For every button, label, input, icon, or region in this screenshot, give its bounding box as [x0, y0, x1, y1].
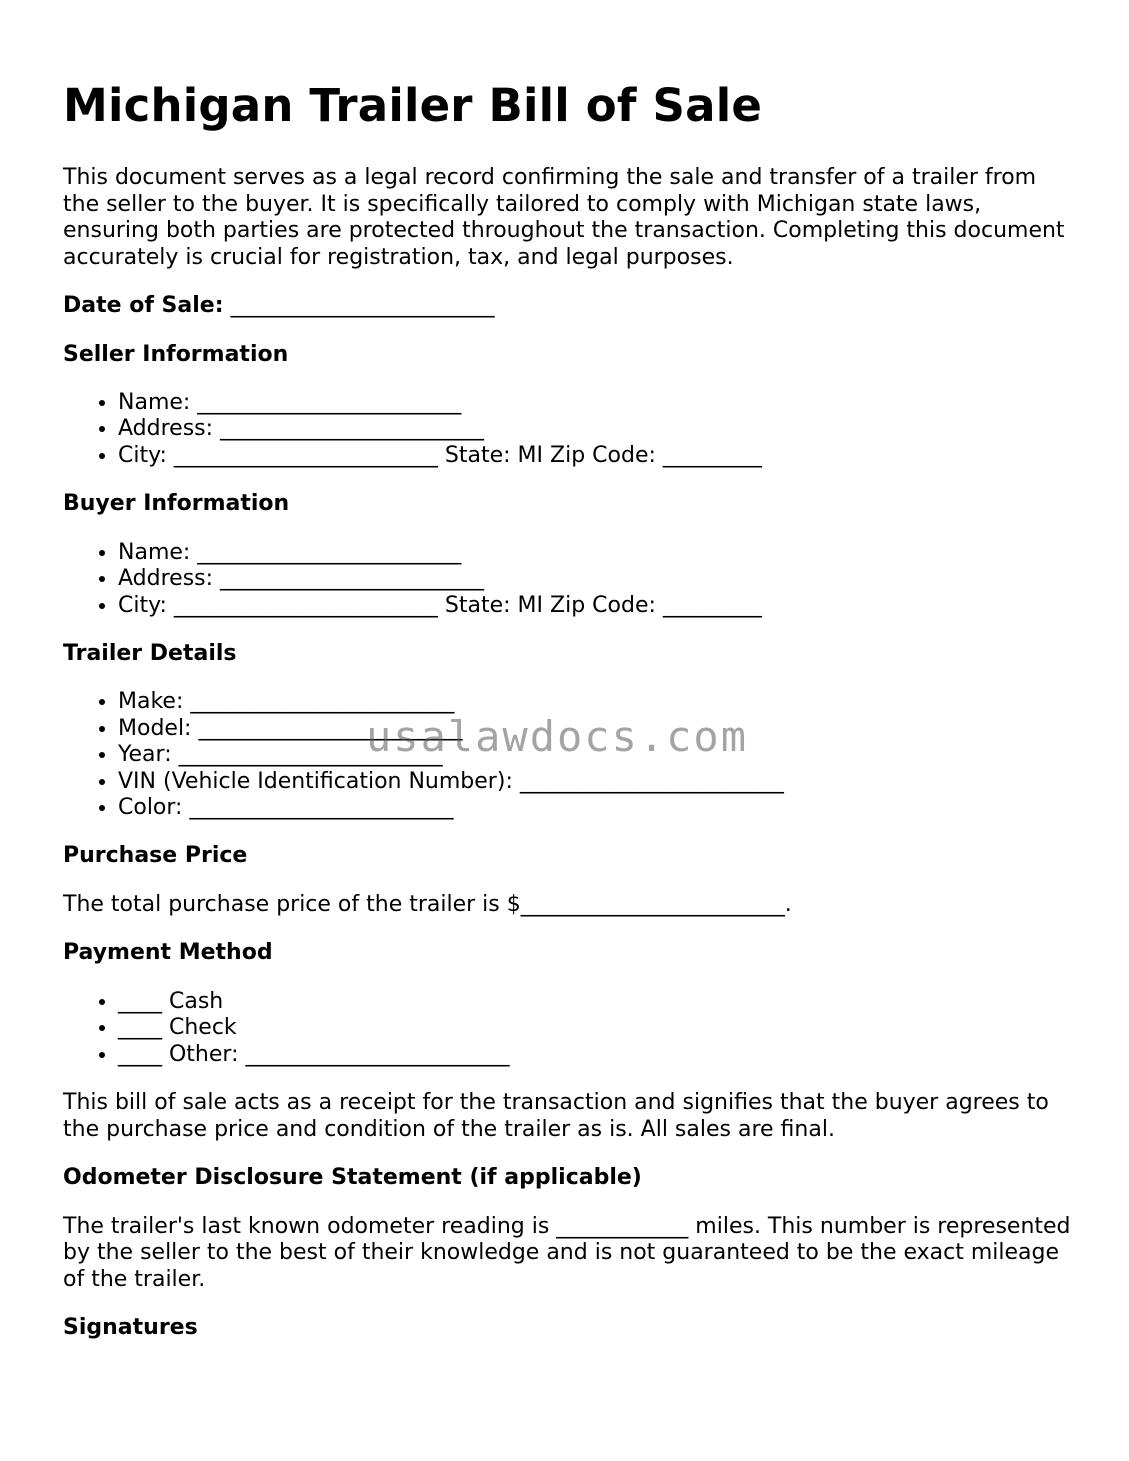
- signatures-heading: Signatures: [63, 1315, 198, 1341]
- trailer-model-field: • Model: ________________________: [118, 716, 1073, 742]
- trailer-heading: Trailer Details: [63, 640, 237, 666]
- buyer-list: [63, 540, 1073, 619]
- purchase-heading: Purchase Price: [63, 843, 248, 869]
- seller-address-field: • Address: ________________________: [118, 416, 1073, 442]
- intro-paragraph: This document serves as a legal record confirming the sale and transfer of a trailer from the seller to the buyer. It is specifically tailored to comply with Michigan state laws, ensuring both parties are protected throughout the transaction. Completing this document accurately is crucial for registration, tax, and legal purposes.: [63, 165, 1065, 270]
- document-title: Michigan Trailer Bill of Sale: [63, 79, 763, 132]
- seller-list: [63, 390, 1073, 469]
- buyer-city-field: • City: ________________________ State: MI Zip Code: _________: [118, 593, 1073, 619]
- trailer-list: [63, 689, 1073, 821]
- receipt-paragraph: This bill of sale acts as a receipt for the transaction and signifies that the buyer agrees to the purchase price and condition of the trailer as is. All sales are final.: [63, 1090, 1049, 1142]
- watermark: usalawdocs.com: [366, 712, 749, 761]
- trailer-color-field: • Color: ________________________: [118, 795, 1073, 821]
- buyer-address-field: • Address: ________________________: [118, 566, 1073, 592]
- date-of-sale-line: [63, 293, 1073, 320]
- payment-cash-option: • ____ Cash: [118, 989, 1073, 1015]
- trailer-year-field: • Year: ________________________: [118, 742, 1073, 768]
- purchase-price-text: The total purchase price of the trailer is $________________________.: [63, 891, 792, 917]
- seller-heading: Seller Information: [63, 341, 289, 367]
- odometer-paragraph: The trailer's last known odometer reading is ____________ miles. This number is represented by the seller to the best of their knowledge and is not guaranteed to be the exact mileage of the trailer.: [63, 1213, 1071, 1292]
- payment-heading: Payment Method: [63, 940, 273, 966]
- trailer-vin-field: • VIN (Vehicle Identification Number): ________________________: [118, 769, 1073, 795]
- payment-check-option: • ____ Check: [118, 1015, 1073, 1041]
- payment-other-option: • ____ Other: ________________________: [118, 1042, 1073, 1068]
- seller-city-field: • City: ________________________ State: MI Zip Code: _________: [118, 443, 1073, 469]
- payment-list: [63, 989, 1073, 1068]
- trailer-make-field: • Make: ________________________: [118, 689, 1073, 715]
- buyer-heading: Buyer Information: [63, 491, 290, 517]
- date-of-sale-blank: ________________________: [230, 293, 495, 318]
- date-of-sale-label: Date of Sale:: [63, 293, 224, 318]
- buyer-name-field: • Name: ________________________: [118, 540, 1073, 566]
- seller-name-field: • Name: ________________________: [118, 390, 1073, 416]
- odometer-heading: Odometer Disclosure Statement (if applicable): [63, 1165, 642, 1191]
- document-page: [63, 78, 1073, 1342]
